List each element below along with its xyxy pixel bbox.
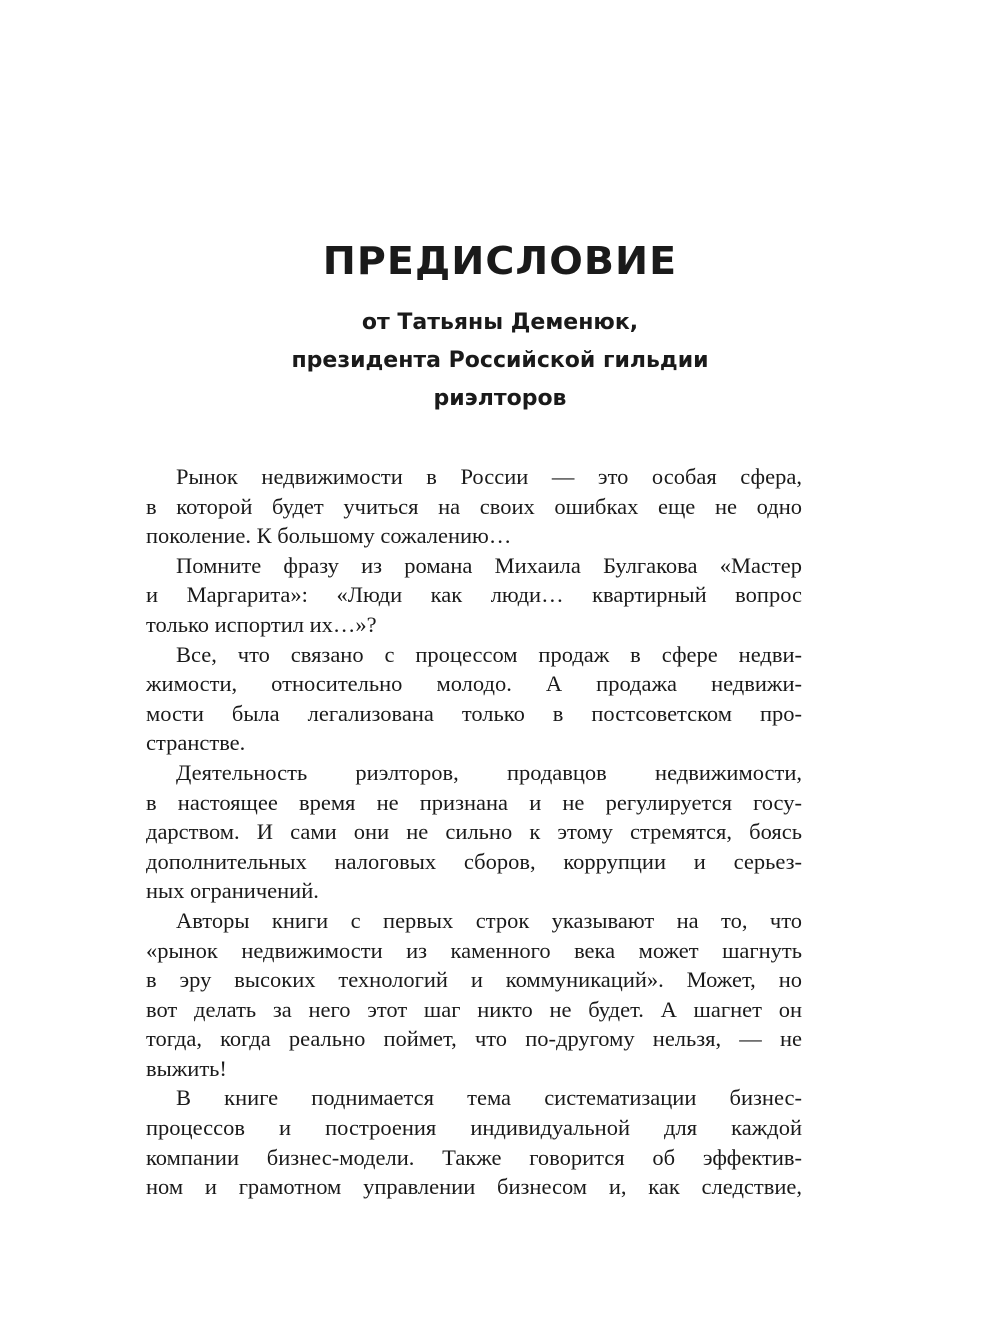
text-line: тогда, когда реально поймет, что по-другому нельзя, — не: [146, 1026, 802, 1052]
text-line: жимости, относительно молодо. А продажа недвижи-: [146, 671, 802, 697]
text-line: дарством. И сами они не сильно к этому стремятся, боясь: [146, 819, 802, 845]
text-line: мости была легализована только в постсоветском про-: [146, 700, 802, 726]
text-line: выжить!: [146, 1055, 227, 1081]
subtitle-line: президента Российской гильдии: [291, 348, 709, 373]
text-line: Рынок недвижимости в России — это особая сфера,: [176, 464, 802, 489]
text-line: поколение. К большому сожалению…: [146, 523, 512, 549]
text-line: в которой будет учиться на своих ошибках еще не одно: [146, 493, 802, 519]
text-line: В книге поднимается тема систематизации бизнес-: [176, 1085, 802, 1111]
text-line: странстве.: [146, 730, 246, 756]
text-line: в настоящее время не признана и не регулируется госу-: [146, 789, 802, 815]
text-line: ном и грамотном управлении бизнесом и, как следствие,: [146, 1174, 802, 1200]
subtitle: [150, 304, 850, 418]
page-title: ПРЕДИСЛОВИЕ: [322, 239, 678, 283]
text-line: только испортил их…»?: [146, 611, 377, 637]
text-line: вот делать за него этот шаг никто не будет. А шагнет он: [146, 996, 802, 1022]
text-line: ных ограничений.: [146, 878, 319, 904]
text-line: «рынок недвижимости из каменного века может шагнуть: [146, 937, 802, 963]
text-line: дополнительных налоговых сборов, коррупции и серьез-: [146, 848, 802, 874]
text-line: Помните фразу из романа Михаила Булгакова «Мастер: [176, 552, 802, 578]
text-line: Все, что связано с процессом продаж в сфере недви-: [176, 641, 802, 667]
text-line: Деятельность риэлторов, продавцов недвижимости,: [176, 759, 802, 785]
text-line: и Маргарита»: «Люди как люди… квартирный вопрос: [146, 582, 802, 608]
text-line: Авторы книги с первых строк указывают на то, что: [176, 907, 802, 933]
subtitle-line: риэлторов: [433, 386, 567, 411]
text-line: процессов и построения индивидуальной для каждой: [146, 1115, 802, 1141]
body-text: [146, 462, 802, 1202]
subtitle-line: от Татьяны Деменюк,: [361, 310, 639, 335]
text-line: компании бизнес-модели. Также говорится об эффектив-: [146, 1144, 802, 1170]
text-line: в эру высоких технологий и коммуникаций». Может, но: [146, 967, 802, 993]
